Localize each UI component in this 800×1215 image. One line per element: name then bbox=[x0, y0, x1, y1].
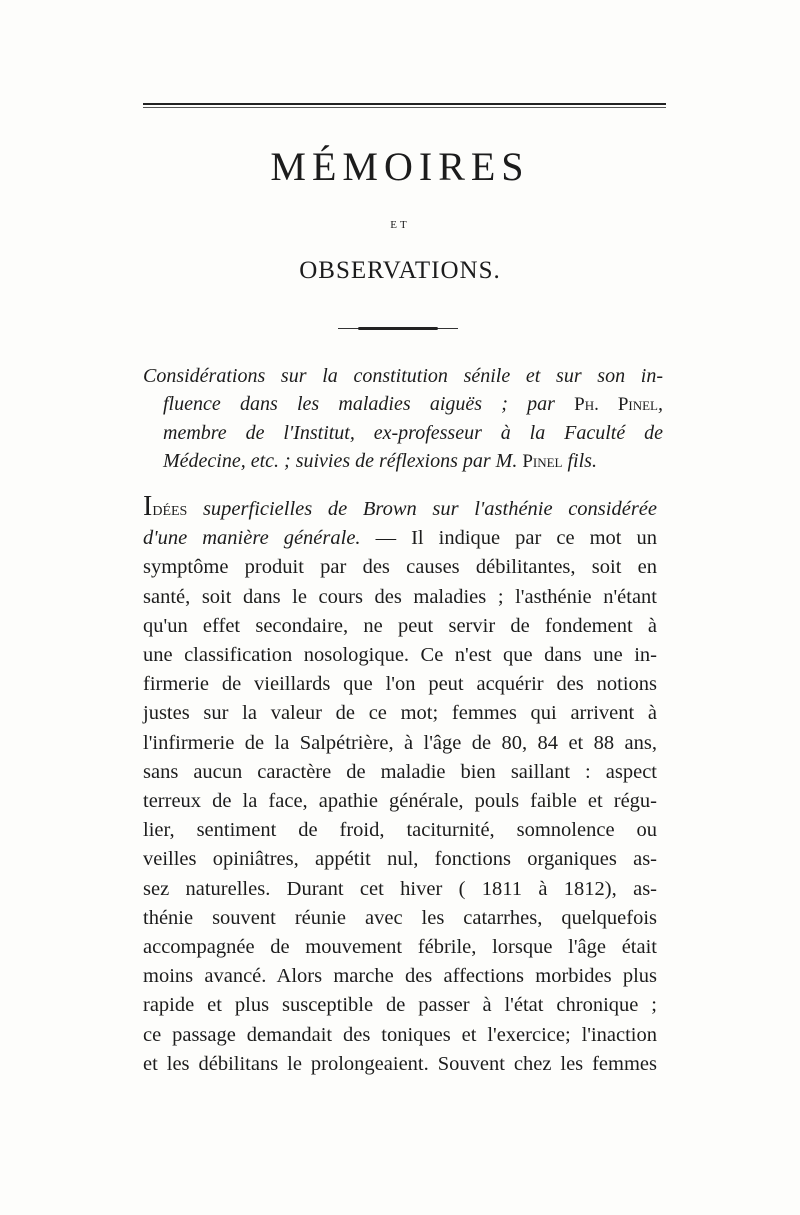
body-line-1 bbox=[143, 491, 657, 524]
page-subtitle: OBSERVATIONS. bbox=[299, 257, 501, 284]
heading-author-name: Ph. Pinel bbox=[574, 394, 658, 415]
body-line: lier, sentiment de froid, taciturnité, somnolence ou bbox=[143, 819, 657, 842]
heading-line-1: Considérations sur la constitution sénile et sur son in- bbox=[143, 365, 663, 387]
heading-line-3: membre de l'Institut, ex-professeur à la Faculté de bbox=[163, 422, 663, 444]
ornament-thick-line bbox=[358, 327, 438, 330]
article-heading bbox=[143, 362, 663, 476]
body-line: thénie souvent réunie avec les catarrhes, quelquefois bbox=[143, 906, 657, 929]
body-line: sez naturelles. Durant cet hiver ( 1811 à 1812), as- bbox=[143, 877, 657, 900]
body-line-2-italic: d'une manière générale. bbox=[143, 527, 361, 550]
body-line: santé, soit dans le cours des maladies ; l'asthénie n'étant bbox=[143, 585, 657, 608]
title-conjunction: ET bbox=[390, 219, 410, 231]
drop-cap: I bbox=[143, 491, 153, 522]
heading-line-2-punct: , bbox=[658, 393, 663, 415]
body-line: rapide et plus susceptible de passer à l'état chronique ; bbox=[143, 994, 657, 1017]
heading-second-author: Pinel bbox=[522, 451, 563, 472]
body-line: symptôme produit par des causes débilitantes, soit en bbox=[143, 556, 657, 579]
body-line-2-rest: — Il indique par ce mot un bbox=[360, 527, 657, 550]
top-rule bbox=[143, 103, 666, 105]
body-line: ce passage demandait des toniques et l'exercice; l'inaction bbox=[143, 1023, 657, 1046]
body-line: l'infirmerie de la Salpétrière, à l'âge de 80, 84 et 88 ans, bbox=[143, 731, 657, 754]
body-line: sans aucun caractère de maladie bien saillant : aspect bbox=[143, 760, 657, 783]
body-text bbox=[143, 491, 657, 1079]
heading-line-2 bbox=[143, 390, 663, 419]
heading-line-4-text: Médecine, etc. ; suivies de réflexions par M. bbox=[163, 450, 523, 472]
ornamental-rule bbox=[338, 326, 458, 331]
first-word-rest: dées bbox=[152, 498, 188, 520]
body-line-1-italic: superficielles de Brown sur l'asthénie considérée bbox=[187, 498, 657, 520]
body-line: accompagnée de mouvement fébrile, lorsque l'âge était bbox=[143, 936, 657, 959]
heading-line-4 bbox=[143, 447, 663, 476]
body-line: moins avancé. Alors marche des affections morbides plus bbox=[143, 965, 657, 988]
body-line: justes sur la valeur de ce mot; femmes qui arrivent à bbox=[143, 702, 657, 725]
body-line: qu'un effet secondaire, ne peut servir de fondement à bbox=[143, 614, 657, 637]
body-line: et les débilitans le prolongeaient. Souvent chez les femmes bbox=[143, 1052, 657, 1075]
body-line: terreux de la face, apathie générale, pouls faible et régu- bbox=[143, 790, 657, 813]
heading-line-4-end: fils. bbox=[562, 450, 597, 472]
body-line: une classification nosologique. Ce n'est que dans une in- bbox=[143, 644, 657, 667]
heading-line-2-text: fluence dans les maladies aiguës ; par bbox=[163, 393, 575, 415]
body-line: firmerie de vieillards que l'on peut acquérir des notions bbox=[143, 673, 657, 696]
page-title: MÉMOIRES bbox=[270, 144, 530, 189]
body-line: veilles opiniâtres, appétit nul, fonctions organiques as- bbox=[143, 848, 657, 871]
body-line-2 bbox=[143, 524, 657, 553]
